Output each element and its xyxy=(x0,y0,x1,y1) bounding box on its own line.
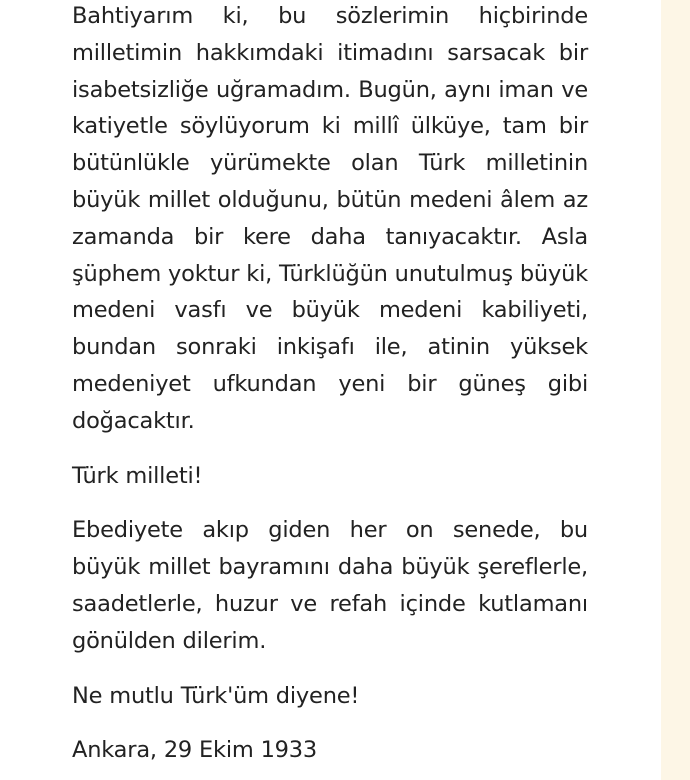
paragraph-body-2: Ebediyete akıp giden her on senede, bu büyük millet bayramını daha büyük şereflerle, saadetlerle, huzur ve refah içinde kutlamanı gönülden dilerim. xyxy=(72,517,588,654)
paragraph-motto: Ne mutlu Türk'üm diyene! xyxy=(72,682,360,709)
speech-text xyxy=(72,0,588,769)
page-side-strip xyxy=(661,0,690,780)
paragraph-body-1: Bahtiyarım ki, bu sözlerimin hiçbirinde milletimin hakkımdaki itimadını sarsacak bir isabetsizliğe uğramadım. Bugün, aynı iman ve katiyetle söylüyorum ki millî ülküye, tam bir bütünlükle yürümekte olan Türk milletinin büyük millet olduğunu, bütün medeni âlem az zamanda bir kere daha tanıyacaktır. Asla şüphem yoktur ki, Türklüğün unutulmuş büyük medeni vasfı ve büyük medeni kabiliyeti, bundan sonraki inkişafı ile, atinin yüksek medeniyet ufkundan yeni bir güneş gibi doğacaktır. xyxy=(72,3,588,434)
paragraph-address: Türk milleti! xyxy=(72,462,203,489)
paragraph-place-date: Ankara, 29 Ekim 1933 xyxy=(72,737,318,764)
